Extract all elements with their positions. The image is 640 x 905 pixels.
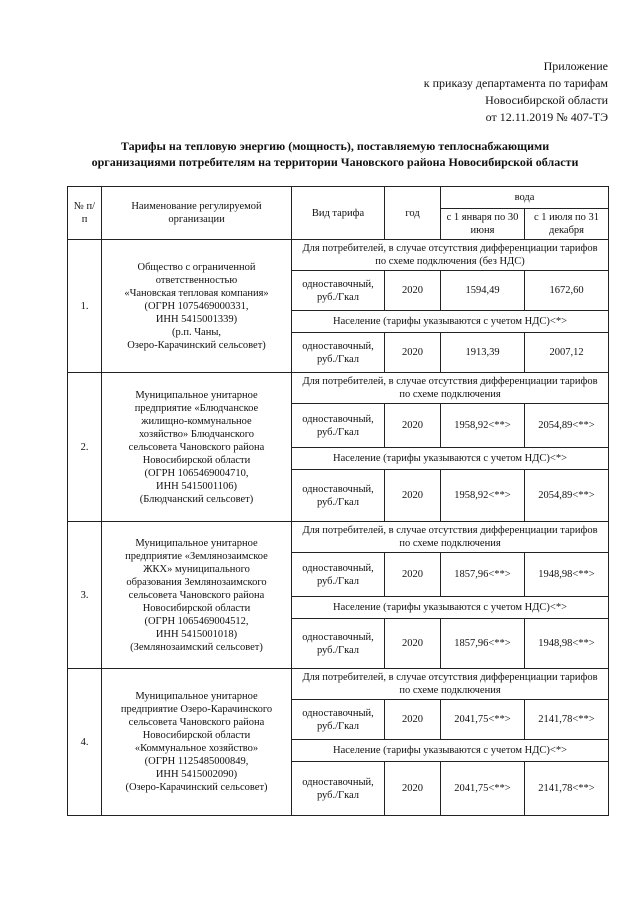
org-line: предприятие «Землянозаимское [125,550,268,562]
header-period-2: с 1 июля по 31 декабря [525,209,609,240]
consumer-group-label: Для потребителей, в случае отсутствия дифференциации тарифов по схеме подключения [292,669,609,700]
org-line: ИНН 5415002090) [155,769,238,780]
tariff-type: одноставочный, руб./Гкал [292,470,385,522]
org-line: (Землянозаимский сельсовет) [130,641,263,653]
org-line: сельсовета Чановского района [128,717,265,728]
population-group-label: Население (тарифы указываются с учетом НДС)<*> [292,448,609,470]
tariff-table [67,186,609,816]
org-line: жилищно-коммунальное [141,415,252,427]
table-row [68,669,609,700]
table-row [68,240,609,271]
header-year: год [385,187,441,240]
consumer-group-label: Для потребителей, в случае отсутствия дифференциации тарифов по схеме подключения (без НДС) [292,240,609,271]
organization-cell [102,669,292,816]
tariff-type: одноставочный, руб./Гкал [292,404,385,448]
tariff-value-h1: 1857,96<**> [441,553,525,597]
header-water: вода [441,187,609,209]
tariff-type: одноставочный, руб./Гкал [292,619,385,669]
tariff-value-h1: 1958,92<**> [441,470,525,522]
consumer-group-label: Для потребителей, в случае отсутствия дифференциации тарифов по схеме подключения [292,522,609,553]
org-line: ИНН 5415001106) [156,480,237,492]
population-group-label: Население (тарифы указываются с учетом НДС)<*> [292,597,609,619]
org-line: Муниципальное унитарное [135,537,258,549]
population-group-label: Население (тарифы указываются с учетом НДС)<*> [292,311,609,333]
org-line: предприятие «Блюдчанское [134,402,259,414]
org-line: ИНН 5415001339) [155,313,238,325]
tariff-value-h2: 1948,98<**> [525,553,609,597]
header-num: № п/п [68,187,102,240]
org-line: Озеро-Карачинский сельсовет) [127,339,266,351]
org-line: Муниципальное унитарное [135,691,258,702]
tariff-value-h1: 1857,96<**> [441,619,525,669]
org-line: Общество с ограниченной [137,261,256,273]
org-line: (ОГРН 1065469004710, [144,467,249,479]
tariff-year: 2020 [385,619,441,669]
org-line: (ОГРН 1075469000331, [144,300,249,312]
tariff-year: 2020 [385,700,441,740]
header-type: Вид тарифа [292,187,385,240]
appendix-line-3: Новосибирской области [485,93,608,107]
tariff-type: одноставочный, руб./Гкал [292,700,385,740]
organization-cell [102,373,292,522]
table-row [68,522,609,553]
org-line: Новосибирской области [142,730,251,741]
org-line: предприятие Озеро-Карачинского [120,704,273,715]
org-line: (р.п. Чаны, [171,326,222,338]
org-line: ответственностью [155,274,238,286]
header-period-1: с 1 января по 30 июня [441,209,525,240]
consumer-group-label: Для потребителей, в случае отсутствия дифференциации тарифов по схеме подключения [292,373,609,404]
org-line: (ОГРН 1125485000849, [144,756,249,767]
org-line: (ОГРН 1065469004512, [144,615,249,627]
org-line: сельсовета Чановского района [128,441,265,453]
tariff-year: 2020 [385,333,441,373]
tariff-type: одноставочный, руб./Гкал [292,762,385,816]
header-row [68,187,609,209]
tariff-type: одноставочный, руб./Гкал [292,333,385,373]
org-line: сельсовета Чановского района [128,589,265,601]
appendix-line-1: Приложение [543,59,608,73]
tariff-value-h1: 2041,75<**> [441,762,525,816]
table-row [68,373,609,404]
tariff-value-h2: 1948,98<**> [525,619,609,669]
org-line: Муниципальное унитарное [135,389,258,401]
org-line: «Чановская тепловая компания» [124,287,269,299]
tariff-year: 2020 [385,762,441,816]
population-group-label: Население (тарифы указываются с учетом НДС)<*> [292,740,609,762]
tariff-type: одноставочный, руб./Гкал [292,271,385,311]
tariff-year: 2020 [385,271,441,311]
org-line: хозяйство» Блюдчанского [138,428,255,440]
tariff-year: 2020 [385,470,441,522]
org-line: «Коммунальное хозяйство» [134,743,259,754]
tariff-value-h2: 2141,78<**> [525,700,609,740]
org-line: Новосибирской области [142,454,251,466]
org-line: ИНН 5415001018) [155,628,238,640]
appendix-line-4: от 12.11.2019 № 407-ТЭ [485,110,608,124]
tariff-type: одноставочный, руб./Гкал [292,553,385,597]
tariff-value-h2: 2141,78<**> [525,762,609,816]
organization-cell [102,522,292,669]
document-title [60,138,610,170]
tariff-year: 2020 [385,553,441,597]
org-line: ЖКХ» муниципального [143,563,250,575]
row-number: 4. [68,669,102,816]
org-line: образования Землянозаимского [126,576,267,588]
org-line: (Блюдчанский сельсовет) [139,493,254,505]
tariff-value-h2: 2054,89<**> [525,470,609,522]
tariff-value-h1: 2041,75<**> [441,700,525,740]
row-number: 3. [68,522,102,669]
row-number: 2. [68,373,102,522]
tariff-value-h2: 2007,12 [525,333,609,373]
appendix-header [424,58,608,126]
org-line: (Озеро-Карачинский сельсовет) [125,782,268,793]
tariff-year: 2020 [385,404,441,448]
tariff-value-h1: 1594,49 [441,271,525,311]
tariff-value-h1: 1958,92<**> [441,404,525,448]
org-line: Новосибирской области [142,602,251,614]
tariff-value-h1: 1913,39 [441,333,525,373]
organization-cell [102,240,292,373]
title-line-2: организациями потребителям на территории Чановского района Новосибирской области [91,155,579,169]
tariff-value-h2: 1672,60 [525,271,609,311]
appendix-line-2: к приказу департамента по тарифам [423,76,608,90]
row-number: 1. [68,240,102,373]
header-org: Наименование регулируемой организации [102,187,292,240]
title-line-1: Тарифы на тепловую энергию (мощность), поставляемую теплоснабжающими [120,139,550,153]
tariff-value-h2: 2054,89<**> [525,404,609,448]
